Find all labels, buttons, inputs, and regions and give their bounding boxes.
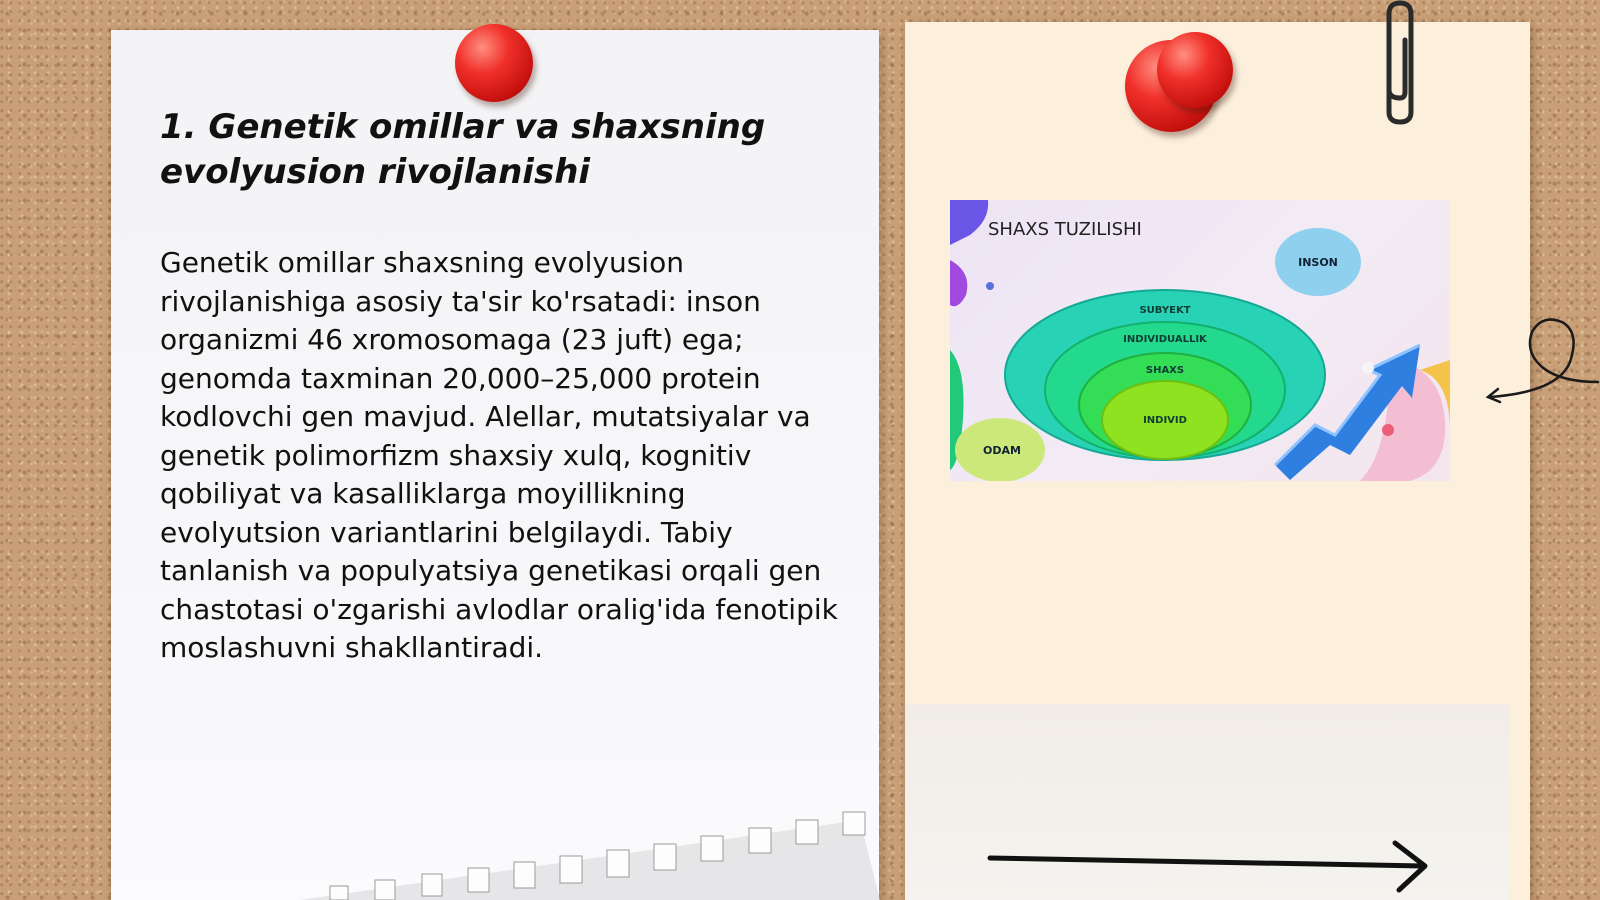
loop-arrow-doodle [1480, 312, 1600, 412]
climber-figure-icon [1362, 362, 1374, 374]
slide-title: 1. Genetik omillar va shaxsning evolyusion rivojlanishi [160, 107, 766, 192]
decor-blob-violet [950, 260, 967, 306]
slide-body-text: Genetik omillar shaxsning evolyusion rivojlanishiga asosiy ta'sir ko'rsatadi: inson organizmi 46 xromosomaga (23 juft) ega; genomda taxminan 20,000–25,000 protein kodlovchi gen mavjud. Alellar, mutatsiyalar va genetik polimorfizm shaxsiy xulq, kognitiv qobiliyat va kasalliklarga moyillikning evolyutsion variantlarini belgilaydi. Tabiy tanlanish va populyatsiya genetikasi orqali gen chastotasi o'zgarishi avlodlar oralig'ida fenotipik moslashuvni shakllantiradi. [160, 246, 838, 664]
decor-dot-pink [1382, 424, 1394, 436]
diagram-artwork [950, 200, 1450, 481]
decor-blob-purple [950, 200, 988, 245]
label-shaxs: SHAXS [1145, 365, 1185, 376]
personality-structure-diagram [950, 200, 1450, 481]
torn-notebook-edge [300, 790, 880, 900]
red-pushpin-right-front [1157, 32, 1233, 108]
decor-dot-blue [986, 282, 994, 290]
label-individ: INDIVID [1143, 415, 1187, 426]
label-inson: INSON [1298, 256, 1338, 269]
diagram-title: SHAXS TUZILISHI [988, 219, 1142, 240]
label-odam: ODAM [983, 444, 1021, 457]
label-individuallik: INDIVIDUALLIK [1123, 334, 1207, 345]
label-subyekt: SUBYEKT [1139, 305, 1191, 316]
right-arrow-doodle [985, 838, 1445, 898]
red-pushpin-left [455, 24, 533, 102]
paperclip-icon [1375, 0, 1425, 125]
